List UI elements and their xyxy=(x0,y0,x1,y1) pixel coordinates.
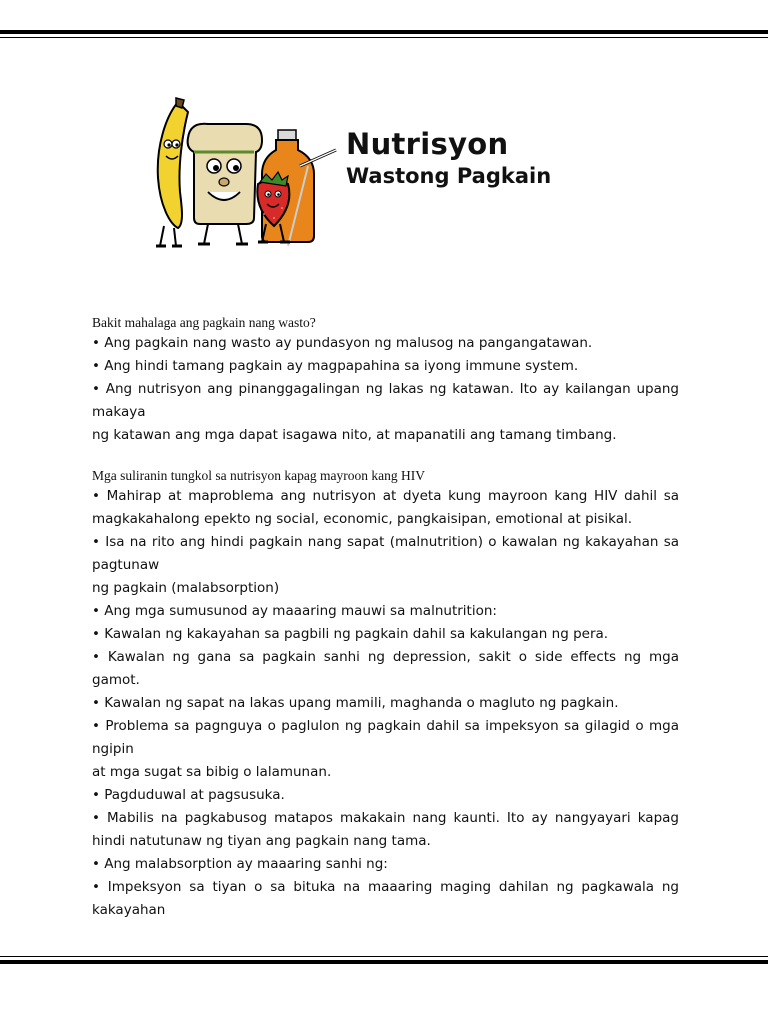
bottom-rule-thick xyxy=(0,960,768,964)
food-characters-clipart xyxy=(138,96,338,252)
paragraph-line: • Problema sa pagnguya o paglulon ng pagkain dahil sa impeksyon sa gilagid o mga ngipin xyxy=(92,718,679,757)
paragraph-line: • Ang malabsorption ay maaaring sanhi ng: xyxy=(92,856,388,872)
top-rule-thin xyxy=(0,37,768,38)
section-heading: Mga suliranin tungkol sa nutrisyon kapag mayroon kang HIV xyxy=(92,468,425,483)
paragraph-line: • Kawalan ng gana sa pagkain sanhi ng depression, sakit o side effects ng mga gamot. xyxy=(92,649,679,688)
title-block xyxy=(346,126,551,190)
paragraph-line: • Kawalan ng sapat na lakas upang mamili, maghanda o magluto ng pagkain. xyxy=(92,695,619,711)
paragraph-line: at mga sugat sa bibig o lalamunan. xyxy=(92,764,332,780)
paragraph-line: ng katawan ang mga dapat isagawa nito, at mapanatili ang tamang timbang. xyxy=(92,427,617,443)
paragraph-line: • Kawalan ng kakayahan sa pagbili ng pagkain dahil sa kakulangan ng pera. xyxy=(92,626,609,642)
section-hiv-nutrition-problems xyxy=(92,467,679,922)
paragraph-line: • Ang mga sumusunod ay maaaring mauwi sa malnutrition: xyxy=(92,603,497,619)
section-why-proper-eating xyxy=(92,314,679,447)
page-subtitle: Wastong Pagkain xyxy=(346,164,552,188)
bottom-rule-thin xyxy=(0,956,768,957)
sandwich-icon xyxy=(188,124,262,244)
paragraph-line: • Ang hindi tamang pagkain ay magpapahina sa iyong immune system. xyxy=(92,358,579,374)
paragraph-line: ng pagkain (malabsorption) xyxy=(92,580,280,596)
paragraph-line: • Ang pagkain nang wasto ay pundasyon ng malusog na pangangatawan. xyxy=(92,335,593,351)
section-heading: Bakit mahalaga ang pagkain nang wasto? xyxy=(92,315,316,330)
paragraph-line: • Impeksyon sa tiyan o sa bituka na maaaring maging dahilan ng pagkawala ng kakayahan xyxy=(92,879,679,918)
paragraph-line: • Isa na rito ang hindi pagkain nang sapat (malnutrition) o kawalan ng kakayahan sa pagtunaw xyxy=(92,534,679,573)
paragraph-line: • Ang nutrisyon ang pinanggagalingan ng lakas ng katawan. Ito ay kailangan upang makaya xyxy=(92,381,679,420)
top-rule-thick xyxy=(0,30,768,34)
document-body xyxy=(92,314,679,922)
paragraph-line: • Mabilis na pagkabusog matapos makakain nang kaunti. Ito ay nangyayari kapag hindi natutunaw ng tiyan ang pagkain nang tama. xyxy=(92,810,679,849)
page-title: Nutrisyon xyxy=(346,127,509,161)
banana-icon xyxy=(156,98,188,246)
paragraph-line: • Pagduduwal at pagsusuka. xyxy=(92,787,285,803)
paragraph-line: • Mahirap at maproblema ang nutrisyon at dyeta kung mayroon kang HIV dahil sa magkakahalong epekto ng social, economic, pangkaisipan, emotional at pisikal. xyxy=(92,488,679,527)
